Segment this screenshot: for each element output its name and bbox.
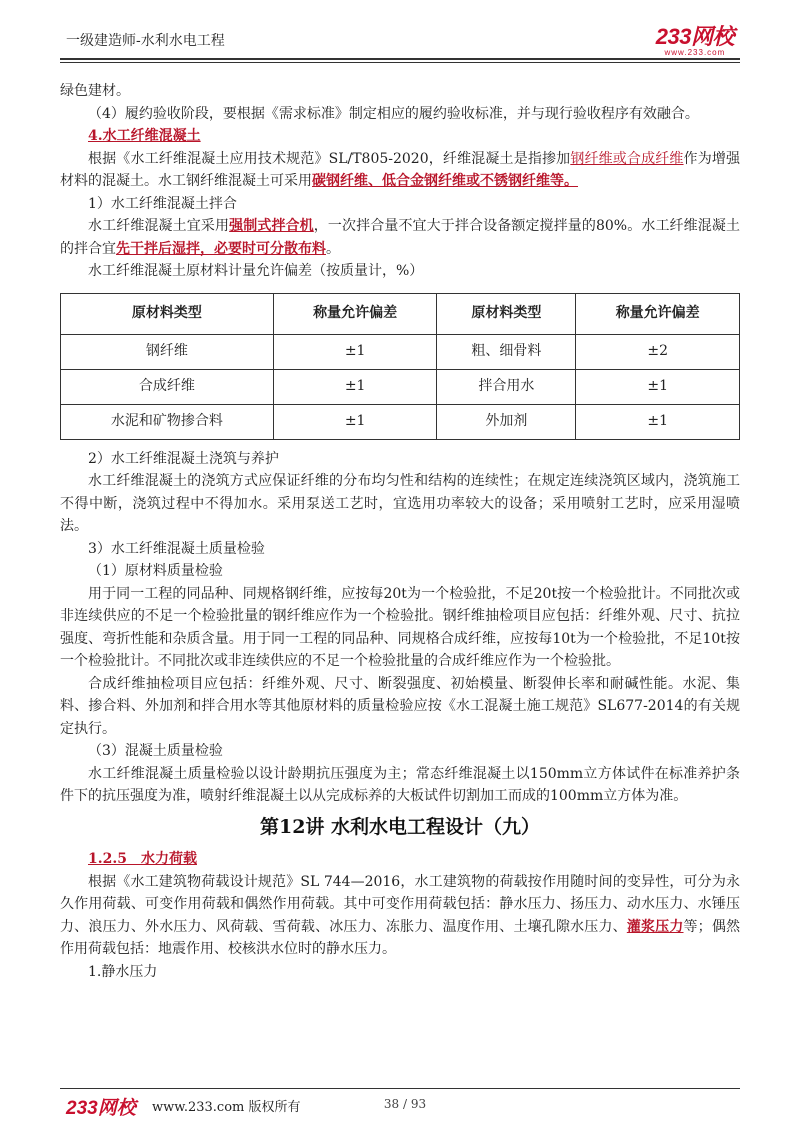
table-cell: ±1 bbox=[273, 369, 437, 404]
header-title: 一级建造师-水利水电工程 bbox=[66, 33, 225, 49]
text-line: （4）履约验收阶段，要根据《需求标准》制定相应的履约验收标准，并与现行验收程序有效融合。 bbox=[88, 105, 699, 122]
subheading: 1.静水压力 bbox=[88, 963, 158, 980]
footer-divider bbox=[60, 1088, 740, 1089]
table-cell: ±2 bbox=[576, 334, 740, 369]
section-heading: 4.水工纤维混凝土 bbox=[88, 128, 201, 144]
section-heading: 1.2.5 水力荷载 bbox=[88, 851, 197, 867]
page-number: 38 / 93 bbox=[383, 1097, 427, 1111]
highlight-text: 碳钢纤维、低合金钢纤维或不锈钢纤维等。 bbox=[312, 173, 578, 189]
paragraph: 用于同一工程的同品种、同规格钢纤维，应按每20t为一个检验批，不足20t按一个检验批计。不同批次或非连续供应的不足一个检验批量的钢纤维应作为一个检验批。钢纤维抽检项目应包括：纤维外观、尺寸、抗拉强度、弯折性能和杂质含量。用于同一工程的同品种、同规格合成纤维，应按每10t为一个检验批，不足10t按一个检验批计。不同批次或非连续供应的不足一个检验批量的合成纤维应作为一个检验批。 bbox=[60, 585, 740, 669]
table-cell: 外加剂 bbox=[437, 404, 576, 439]
header-divider bbox=[60, 58, 740, 60]
table-cell: 粗、细骨料 bbox=[437, 334, 576, 369]
paragraph: 水工纤维混凝土的浇筑方式应保证纤维的分布均匀性和结构的连续性；在规定连续浇筑区域内，浇筑施工不得中断，浇筑过程中不得加水。采用泵送工艺时，宜选用功率较大的设备；采用喷射工艺时，应采用湿喷法。 bbox=[60, 473, 740, 534]
table-row bbox=[61, 369, 740, 404]
text-span: 。 bbox=[326, 240, 340, 257]
text-span: 根据《水工建筑物荷载设计规范》SL 744—2016，水工建筑物的荷载按作用随时间的变异性，可分为永久作用荷载、可变作用荷载和偶然作用荷载。其中可变作用荷载包括：静水压力、扬压力、动水压力、水锤压力、浪压力、外水压力、风荷载、雪荷载、冰压力、冻胀力、温度作用、土壤孔隙水压力、 bbox=[60, 873, 740, 935]
tolerance-table bbox=[60, 293, 740, 440]
highlight-text: 灌浆压力 bbox=[626, 918, 684, 935]
brand-logo[interactable] bbox=[656, 20, 734, 57]
table-header-cell: 称量允许偏差 bbox=[576, 293, 740, 334]
subheading: （3）混凝土质量检验 bbox=[88, 743, 223, 759]
paragraph bbox=[60, 871, 740, 961]
logo-url: www.233.com bbox=[664, 48, 726, 57]
table-cell: 拌合用水 bbox=[437, 369, 576, 404]
table-header-cell: 原材料类型 bbox=[437, 293, 576, 334]
subheading: 2）水工纤维混凝土浇筑与养护 bbox=[88, 450, 279, 467]
table-row bbox=[61, 334, 740, 369]
document-body bbox=[60, 80, 740, 983]
paragraph: 合成纤维抽检项目应包括：纤维外观、尺寸、断裂强度、初始模量、断裂伸长率和耐碱性能。水泥、集料、掺合料、外加剂和拌合用水等其他原材料的质量检验应按《水工混凝土施工规范》SL677-2014的有关规定执行。 bbox=[60, 675, 740, 737]
highlight-text: 先干拌后湿拌，必要时可分散布料 bbox=[116, 240, 326, 257]
footer-logo[interactable]: 233网校 bbox=[66, 1098, 136, 1119]
table-row bbox=[61, 404, 740, 439]
subheading: 3）水工纤维混凝土质量检验 bbox=[88, 540, 265, 557]
text-span: ，一次拌合量不宜大于拌合设备额定搅拌量的80%。水工纤维混凝土的拌合宜 bbox=[60, 218, 740, 257]
table-cell: ±1 bbox=[576, 369, 740, 404]
highlight-text: 强制式拌合机 bbox=[229, 218, 314, 234]
table-cell: ±1 bbox=[273, 404, 437, 439]
paragraph bbox=[60, 215, 740, 260]
header-divider-thin bbox=[60, 62, 740, 63]
paragraph bbox=[60, 148, 740, 193]
table-cell: ±1 bbox=[576, 404, 740, 439]
table-header-cell: 原材料类型 bbox=[61, 293, 274, 334]
table-header-cell: 称量允许偏差 bbox=[273, 293, 437, 334]
table-cell: 合成纤维 bbox=[61, 369, 274, 404]
text-span: 等；偶然作用荷载包括：地震作用、校核洪水位时的静水压力。 bbox=[60, 918, 741, 957]
logo-text: 233网校 bbox=[655, 24, 734, 49]
subheading: 1）水工纤维混凝土拌合 bbox=[88, 195, 237, 212]
text-span: 根据《水工纤维混凝土应用技术规范》SL/T805-2020，纤维混凝土是指掺加 bbox=[88, 150, 571, 167]
highlight-text: 钢纤维或合成纤维 bbox=[570, 150, 684, 167]
table-cell: 钢纤维 bbox=[61, 334, 274, 369]
table-caption: 水工纤维混凝土原材料计量允许偏差（按质量计，%） bbox=[88, 263, 424, 279]
lecture-title: 第12讲 水利水电工程设计（九） bbox=[259, 815, 541, 838]
footer-copyright: www.233.com 版权所有 bbox=[152, 1100, 301, 1115]
subheading: （1）原材料质量检验 bbox=[88, 563, 223, 579]
table-cell: ±1 bbox=[273, 334, 437, 369]
text-span: 作为增强材料的混凝土。水工钢纤维混凝土可采用 bbox=[60, 150, 741, 189]
table-header-row bbox=[61, 293, 740, 334]
paragraph: 水工纤维混凝土质量检验以设计龄期抗压强度为主；常态纤维混凝土以150mm立方体试件在标准养护条件下的抗压强度为准，喷射纤维混凝土以从完成标养的大板试件切割加工而成的100mm立方体为准。 bbox=[60, 765, 740, 804]
table-cell: 水泥和矿物掺合料 bbox=[61, 404, 274, 439]
text-span: 水工纤维混凝土宜采用 bbox=[88, 218, 230, 234]
text-line: 绿色建材。 bbox=[60, 83, 130, 99]
